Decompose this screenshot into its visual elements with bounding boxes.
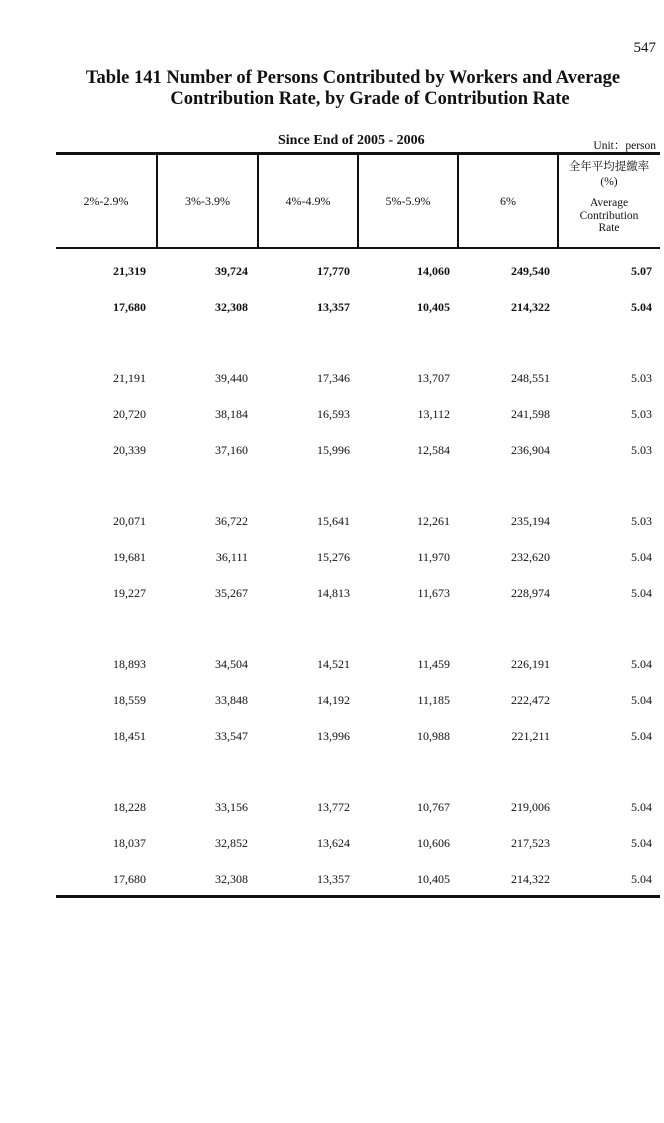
table-title-line1: Table 141 Number of Persons Contributed by Workers and Average [85,68,621,88]
average-rate-label-line1: Average [589,197,629,209]
table-cell: 33,156 [215,800,248,814]
table-cell: 35,267 [215,586,248,600]
table-cell: 221,211 [511,729,550,743]
table-cell: 20,339 [113,443,146,457]
table-row [0,371,664,389]
column-header-average-rate [559,160,659,235]
table-subtitle: Since End of 2005 - 2006 [278,133,425,148]
table-row [0,586,664,604]
table-cell: 18,228 [113,800,146,814]
average-rate-label-line2: Contribution [579,209,639,222]
table-cell: 21,191 [113,371,146,385]
table-cell: 39,724 [215,264,248,278]
table-cell: 14,192 [317,693,350,707]
table-cell: 18,037 [113,836,146,850]
table-row [0,407,664,425]
table-bottom-rule [56,895,660,898]
table-cell: 15,996 [317,443,350,457]
table-cell: 12,261 [417,514,450,528]
table-row [0,836,664,854]
table-cell: 235,194 [511,514,550,528]
table-cell: 13,707 [417,371,450,385]
table-cell: 11,459 [417,657,450,671]
table-cell: 11,970 [417,550,450,564]
header-bottom-rule [56,247,660,249]
table-cell: 5.04 [631,300,652,314]
unit-label: Unit：person [593,140,656,152]
column-header-3pct: 3%-3.9% [185,193,230,208]
table-cell: 5.03 [631,514,652,528]
table-cell: 14,813 [317,586,350,600]
table-cell: 5.04 [631,872,652,886]
table-cell: 19,227 [113,586,146,600]
table-cell: 18,451 [113,729,146,743]
table-row [0,514,664,532]
table-cell: 248,551 [511,371,550,385]
table-cell: 37,160 [215,443,248,457]
table-cell: 12,584 [417,443,450,457]
table-cell: 13,357 [317,300,350,314]
table-cell: 10,767 [417,800,450,814]
table-cell: 21,319 [113,264,146,278]
table-cell: 214,322 [511,872,550,886]
table-cell: 13,357 [317,872,350,886]
table-cell: 14,521 [317,657,350,671]
table-cell: 19,681 [113,550,146,564]
table-row [0,693,664,711]
table-row [0,550,664,568]
table-cell: 5.03 [631,371,652,385]
table-cell: 17,680 [113,872,146,886]
table-cell: 10,405 [417,872,450,886]
table-row [0,264,664,282]
table-cell: 11,673 [417,586,450,600]
table-cell: 13,112 [417,407,450,421]
table-row [0,443,664,461]
table-cell: 34,504 [215,657,248,671]
column-header-5pct: 5%-5.9% [385,193,431,208]
table-cell: 36,111 [215,550,248,564]
table-cell: 13,624 [317,836,350,850]
table-cell: 226,191 [511,657,550,671]
table-cell: 10,405 [417,300,450,314]
table-cell: 16,593 [317,407,350,421]
table-cell: 11,185 [417,693,450,707]
table-cell: 5.03 [631,407,652,421]
table-row [0,729,664,747]
table-cell: 241,598 [511,407,550,421]
table-cell: 232,620 [511,550,550,564]
table-cell: 5.03 [631,443,652,457]
table-cell: 14,060 [417,264,450,278]
table-cell: 10,988 [417,729,450,743]
table-cell: 20,720 [113,407,146,421]
table-row [0,657,664,675]
table-cell: 17,346 [317,371,350,385]
table-cell: 5.04 [631,550,652,564]
average-rate-chinese-label: 全年平均提繳率 [568,159,650,173]
table-cell: 33,547 [215,729,248,743]
table-title-line2: Contribution Rate, by Grade of Contribution Rate [170,89,570,109]
table-cell: 5.07 [631,264,652,278]
table-cell: 5.04 [631,729,652,743]
table-cell: 5.04 [631,836,652,850]
table-cell: 32,852 [215,836,248,850]
column-header-6pct: 6% [500,193,516,208]
table-cell: 217,523 [511,836,550,850]
table-cell: 32,308 [215,300,248,314]
table-cell: 249,540 [511,264,550,278]
table-row [0,872,664,890]
table-cell: 10,606 [417,836,450,850]
column-header-2pct: 2%-2.9% [83,193,129,208]
table-row [0,800,664,818]
table-title [0,68,664,110]
table-cell: 15,641 [317,514,350,528]
table-cell: 33,848 [215,693,248,707]
table-cell: 38,184 [215,407,248,421]
table-cell: 32,308 [215,872,248,886]
table-cell: 36,722 [215,514,248,528]
table-cell: 17,680 [113,300,146,314]
table-cell: 5.04 [631,693,652,707]
table-cell: 5.04 [631,657,652,671]
average-rate-percent-label: (%) [600,175,618,188]
table-cell: 5.04 [631,800,652,814]
table-cell: 228,974 [511,586,550,600]
table-cell: 39,440 [215,371,248,385]
average-rate-label-line3: Rate [598,222,620,234]
table-cell: 18,559 [113,693,146,707]
table-cell: 17,770 [317,264,350,278]
table-cell: 214,322 [511,300,550,314]
column-header-4pct: 4%-4.9% [285,193,331,208]
table-cell: 13,996 [317,729,350,743]
table-cell: 219,006 [511,800,550,814]
table-cell: 5.04 [631,586,652,600]
table-cell: 222,472 [511,693,550,707]
table-cell: 15,276 [317,550,350,564]
table-cell: 20,071 [113,514,146,528]
table-cell: 236,904 [511,443,550,457]
table-cell: 13,772 [317,800,350,814]
table-cell: 18,893 [113,657,146,671]
table-row [0,300,664,318]
page-number: 547 [633,40,656,56]
